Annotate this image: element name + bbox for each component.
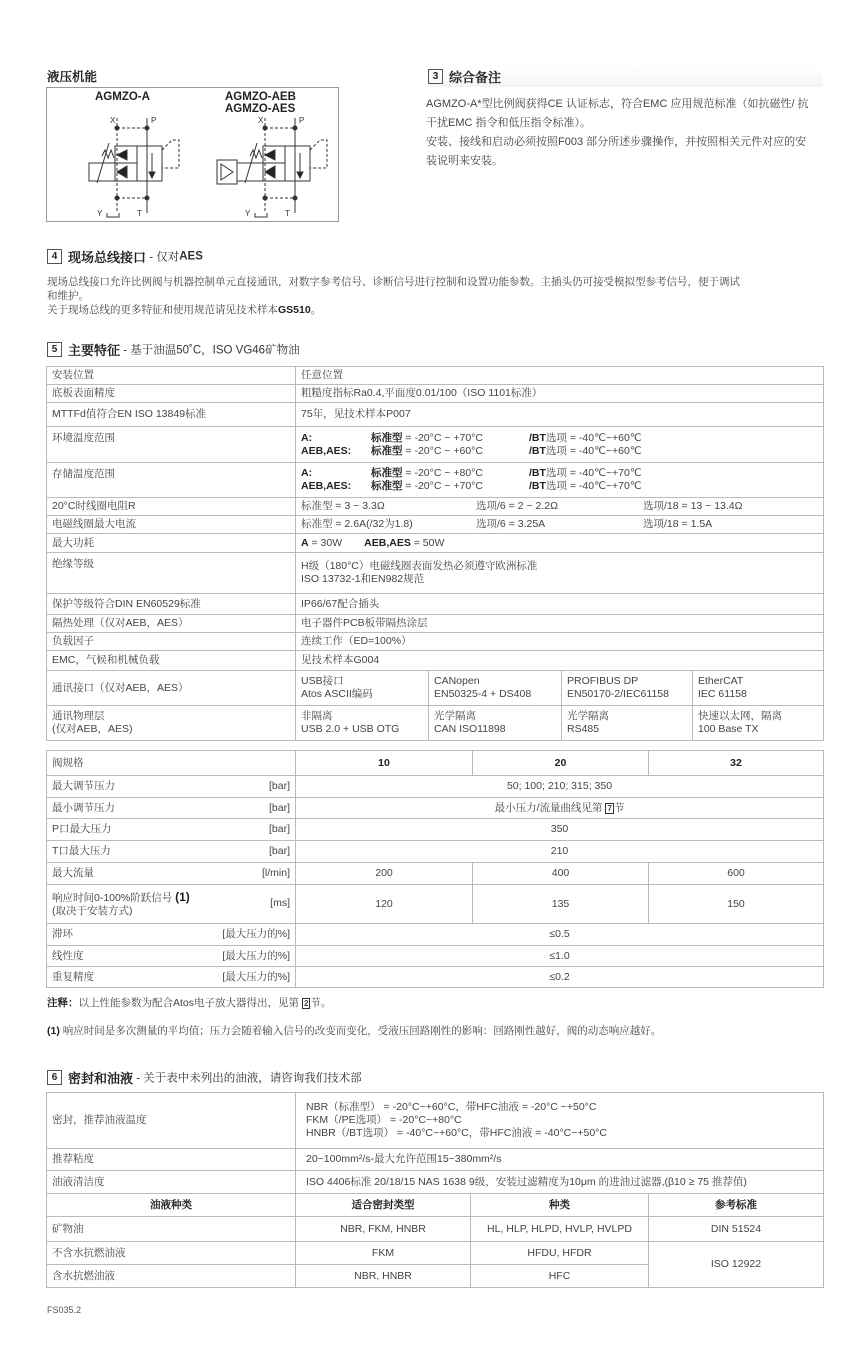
label: 线性度 bbox=[52, 949, 84, 962]
bt-value: 选项 = -40℃~+70℃ bbox=[545, 467, 642, 479]
section-6-header bbox=[47, 1068, 362, 1087]
comm-cell bbox=[429, 671, 562, 706]
response-32: 150 bbox=[649, 885, 824, 924]
svg-text:T: T bbox=[285, 209, 290, 218]
value-opt6: 选项/6 = 2 ~ 2.2Ω bbox=[476, 500, 558, 512]
unit: [最大压力的%] bbox=[222, 949, 290, 962]
model-aeb: AGMZO-AEB bbox=[225, 91, 296, 103]
svg-text:X: X bbox=[258, 116, 264, 125]
svg-text:Y: Y bbox=[245, 209, 251, 218]
text-line: 非隔离 bbox=[301, 710, 333, 722]
std-value: = -20°C ~ +70°C bbox=[402, 431, 483, 444]
row-label bbox=[47, 841, 296, 863]
model-aes: AGMZO-AES bbox=[225, 103, 296, 115]
row-value: ≤0.2 bbox=[296, 967, 824, 988]
text-line: EN50325-4 + DS408 bbox=[434, 688, 532, 700]
footnote-number: (1) bbox=[47, 1025, 60, 1037]
model: AEB,AES: bbox=[301, 480, 352, 492]
section-3-header bbox=[428, 67, 823, 87]
section-title: 密封和油液 bbox=[68, 1071, 134, 1086]
section-3-text bbox=[426, 95, 826, 171]
std-value: = -20°C ~ +70°C bbox=[402, 480, 483, 492]
row-value: ISO 4406标准 20/18/15 NAS 1638 9级，安装过滤精度为10μm 的进油过滤器,(β10 ≥ 75 推荐值) bbox=[296, 1171, 824, 1194]
section-title: 主要特征 bbox=[68, 343, 121, 358]
std-label: 标准型 bbox=[371, 444, 403, 457]
text-line: 100 Base TX bbox=[698, 723, 759, 735]
std-label: 标准型 bbox=[371, 480, 403, 492]
bt-label: /BT bbox=[529, 480, 546, 492]
note-suffix: 节。 bbox=[310, 997, 332, 1009]
value-std: 标准型 = 2.6A(/32为1.8) bbox=[301, 518, 413, 530]
table-row bbox=[47, 534, 824, 553]
text-line: EN50170-2/IEC61158 bbox=[567, 688, 669, 700]
text-line: 和维护。 bbox=[47, 290, 89, 302]
label: 响应时间0-100%阶跃信号 bbox=[52, 891, 173, 904]
phys-cell bbox=[562, 706, 693, 741]
section-title: 综合备注 bbox=[449, 70, 502, 85]
comm-cell bbox=[693, 671, 824, 706]
unit: [bar] bbox=[268, 845, 290, 857]
section-number: 3 bbox=[428, 69, 443, 84]
text-line: 干扰EMC 指令和低压指令标准）。 bbox=[426, 117, 591, 129]
label-2: (取决于安装方式) bbox=[52, 904, 133, 917]
row-label: 保护等级符合DIN EN60529标准 bbox=[47, 594, 296, 615]
footnote-text: 响应时间是多次测量的平均值；压力会随着输入信号的改变而变化，受液压回路刚性的影响：回路刚性越好，阀的动态响应越好。 bbox=[59, 1025, 662, 1037]
value-opt18: 选项/18 = 13 ~ 13.4Ω bbox=[643, 500, 743, 512]
row-label: 20°C时线圈电阻R bbox=[47, 498, 296, 516]
text-line: NBR（标准型） = -20°C~+60°C，带HFC油液 = -20°C ~+50°C bbox=[306, 1101, 597, 1113]
section-subtitle: - 关于表中未列出的油液，请咨询我们技术部 bbox=[133, 1072, 362, 1085]
row-label bbox=[47, 706, 296, 741]
table-header-row bbox=[47, 751, 824, 776]
storage-temp-values bbox=[296, 463, 824, 498]
text-line: 光学隔离 bbox=[434, 710, 476, 722]
text-line: RS485 bbox=[567, 723, 600, 735]
text-line: 装说明来安装。 bbox=[426, 155, 503, 167]
table-row bbox=[47, 841, 824, 863]
size-20: 20 bbox=[473, 751, 649, 776]
table-row bbox=[47, 516, 824, 534]
flow-32: 600 bbox=[649, 863, 824, 885]
bt-label: /BT bbox=[529, 431, 546, 444]
section-subtitle: - 基于油温50˚C，ISO VG46矿物油 bbox=[120, 344, 300, 357]
flow-20: 400 bbox=[473, 863, 649, 885]
row-value: IP66/67配合插头 bbox=[296, 594, 824, 615]
fluid-standard: DIN 51524 bbox=[649, 1217, 824, 1242]
footnote-marker: (1) bbox=[175, 889, 190, 904]
resist-values bbox=[296, 498, 824, 516]
power-values bbox=[296, 534, 824, 553]
seals-fluids-table bbox=[46, 1092, 824, 1288]
unit: [ms] bbox=[270, 896, 290, 909]
text-line: AGMZO-A*型比例阀获得CE 认证标志，符合EMC 应用规范标准（如抗磁性/ 抗 bbox=[426, 98, 809, 110]
bt-value: 选项 = -40℃~+70℃ bbox=[545, 480, 642, 492]
general-specs-table bbox=[46, 366, 824, 741]
performance-table bbox=[46, 750, 824, 988]
response-10: 120 bbox=[296, 885, 473, 924]
section-number: 4 bbox=[47, 249, 62, 264]
label: 重复精度 bbox=[52, 970, 94, 983]
hydraulic-title: 液压机能 bbox=[47, 70, 98, 84]
table-row bbox=[47, 671, 824, 706]
table-row bbox=[47, 463, 824, 498]
comm-cell bbox=[562, 671, 693, 706]
text-line: IEC 61158 bbox=[698, 688, 747, 700]
row-label: 最大功耗 bbox=[47, 534, 296, 553]
column-header: 参考标准 bbox=[649, 1194, 824, 1217]
section-ref-link[interactable]: 2 bbox=[303, 999, 309, 1008]
table-row bbox=[47, 924, 824, 946]
svg-text:T: T bbox=[137, 209, 142, 218]
section-4-header bbox=[47, 247, 203, 266]
text-line: PROFIBUS DP bbox=[567, 675, 639, 687]
symbol-agmzo-aeb-aes bbox=[217, 118, 327, 217]
svg-text:Y: Y bbox=[97, 209, 103, 218]
row-label: 电磁线圈最大电流 bbox=[47, 516, 296, 534]
row-label bbox=[47, 819, 296, 841]
phys-cell bbox=[693, 706, 824, 741]
fluid-class: HFDU, HFDR bbox=[471, 1242, 649, 1265]
unit: [bar] bbox=[268, 823, 290, 835]
text-line: 安装、接线和启动必须按照F003 部分所述步骤操作，并按照相关元件对应的安 bbox=[426, 136, 807, 148]
unit: [bar] bbox=[268, 780, 290, 792]
text-line: CANopen bbox=[434, 675, 480, 687]
column-header: 油液种类 bbox=[47, 1194, 296, 1217]
table-row bbox=[47, 427, 824, 463]
row-label: 负载因子 bbox=[47, 633, 296, 651]
row-value: 210 bbox=[296, 841, 824, 863]
label: 最大流量 bbox=[52, 867, 94, 879]
text-line: Atos ASCII编码 bbox=[301, 688, 373, 700]
row-value: 电子器件PCB板带隔热涂层 bbox=[296, 615, 824, 633]
fluid-standard: ISO 12922 bbox=[649, 1242, 824, 1288]
table-row bbox=[47, 1242, 824, 1265]
table-row bbox=[47, 498, 824, 516]
fluid-class: HFC bbox=[471, 1265, 649, 1288]
note-label: 注释： bbox=[47, 997, 79, 1009]
table-row bbox=[47, 776, 824, 798]
row-label: EMC，气候和机械负载 bbox=[47, 651, 296, 671]
text-line: 通讯物理层 bbox=[52, 710, 105, 722]
row-value: 任意位置 bbox=[296, 367, 824, 385]
row-label: 油液清洁度 bbox=[47, 1171, 296, 1194]
note-text: 以上性能参数为配合Atos电子放大器得出，见第 bbox=[78, 997, 302, 1009]
table-row bbox=[47, 1217, 824, 1242]
row-label: 推荐粘度 bbox=[47, 1149, 296, 1171]
row-label: 隔热处理（仅对AEB，AES） bbox=[47, 615, 296, 633]
label: 最大调节压力 bbox=[52, 780, 115, 792]
model: A: bbox=[301, 467, 313, 479]
fluid-class: HL, HLP, HLPD, HVLP, HVLPD bbox=[471, 1217, 649, 1242]
comm-cell bbox=[296, 671, 429, 706]
row-value: 20~100mm²/s-最大允许范围15~380mm²/s bbox=[296, 1149, 824, 1171]
table-row bbox=[47, 385, 824, 403]
power-a-label: A bbox=[301, 536, 309, 549]
flow-10: 200 bbox=[296, 863, 473, 885]
value-text: 最小压力/流量曲线见第 bbox=[494, 801, 606, 814]
row-label bbox=[47, 946, 296, 967]
text-line: CAN ISO11898 bbox=[434, 723, 506, 735]
current-values bbox=[296, 516, 824, 534]
unit: [bar] bbox=[268, 801, 290, 814]
text-line: FKM（/PE选项） = -20°C~+80°C bbox=[306, 1114, 462, 1126]
row-value: 50; 100; 210; 315; 350 bbox=[296, 776, 824, 798]
section-subtitle-bold: AES bbox=[179, 250, 203, 263]
text-line bbox=[47, 303, 827, 317]
bt-label: /BT bbox=[529, 444, 546, 457]
text-line: (仅对AEB，AES) bbox=[52, 723, 133, 735]
table-row bbox=[47, 863, 824, 885]
table-row bbox=[47, 615, 824, 633]
section-5-header bbox=[47, 340, 300, 359]
row-label: 环境温度范围 bbox=[47, 427, 296, 463]
table-row bbox=[47, 633, 824, 651]
section-number: 6 bbox=[47, 1070, 62, 1085]
section-ref-link[interactable]: 7 bbox=[607, 803, 612, 813]
table-row bbox=[47, 967, 824, 988]
label: P口最大压力 bbox=[52, 823, 112, 835]
label: 滞环 bbox=[52, 928, 73, 940]
row-label: 安装位置 bbox=[47, 367, 296, 385]
fluid-seals: NBR, FKM, HNBR bbox=[296, 1217, 471, 1242]
phys-cell bbox=[296, 706, 429, 741]
ref-text: 关于现场总线的更多特征和使用规范请见技术样本 bbox=[47, 304, 278, 316]
text-line: EtherCAT bbox=[698, 675, 744, 687]
unit: [l/min] bbox=[261, 867, 290, 879]
size-label: 阀规格 bbox=[47, 751, 296, 776]
power-aeb-value: = 50W bbox=[410, 536, 445, 549]
row-label: 密封，推荐油液温度 bbox=[47, 1093, 296, 1149]
performance-note bbox=[47, 996, 331, 1010]
symbol-agmzo-a bbox=[89, 118, 179, 217]
section-number: 5 bbox=[47, 342, 62, 357]
std-label: 标准型 bbox=[371, 467, 403, 479]
value-opt6: 选项/6 = 3.25A bbox=[476, 518, 546, 530]
section-title: 现场总线接口 bbox=[68, 250, 147, 265]
text-line: 光学隔离 bbox=[567, 710, 609, 722]
text-line: USB接口 bbox=[301, 675, 344, 687]
table-header-row bbox=[47, 1194, 824, 1217]
row-label bbox=[47, 924, 296, 946]
svg-text:X: X bbox=[110, 116, 116, 125]
phys-cell bbox=[429, 706, 562, 741]
hydraulic-symbol-box bbox=[46, 87, 339, 222]
std-value: = -20°C ~ +60°C bbox=[402, 444, 483, 457]
model: AEB,AES: bbox=[301, 444, 352, 457]
row-label: 存储温度范围 bbox=[47, 463, 296, 498]
value-suffix: 节 bbox=[613, 801, 625, 814]
row-label: 绝缘等级 bbox=[47, 553, 296, 594]
footer-code: FS035.2 bbox=[47, 1305, 82, 1315]
insulation-values bbox=[296, 553, 824, 594]
row-value: 粗糙度指标Ra0.4,平面度0.01/100（ISO 1101标准） bbox=[296, 385, 824, 403]
row-label bbox=[47, 798, 296, 819]
size-32: 32 bbox=[649, 751, 824, 776]
text-line: H级（180°C）电磁线圈表面发热必须遵守欧洲标准 bbox=[301, 560, 538, 572]
column-header: 种类 bbox=[471, 1194, 649, 1217]
bt-label: /BT bbox=[529, 467, 546, 479]
value-opt18: 选项/18 = 1.5A bbox=[643, 518, 713, 530]
value-std: 标准型 = 3 ~ 3.3Ω bbox=[301, 500, 385, 512]
label: T口最大压力 bbox=[52, 845, 111, 857]
model: A: bbox=[301, 431, 313, 444]
row-value: 连续工作（ED=100%） bbox=[296, 633, 824, 651]
seal-values bbox=[296, 1093, 824, 1149]
unit: [最大压力的%] bbox=[222, 928, 290, 940]
table-row bbox=[47, 651, 824, 671]
power-aeb-label: AEB,AES bbox=[364, 536, 411, 549]
bt-value: 选项 = -40℃~+60℃ bbox=[545, 431, 642, 444]
row-label bbox=[47, 967, 296, 988]
fluid-name: 矿物油 bbox=[47, 1217, 296, 1242]
row-label bbox=[47, 885, 296, 924]
svg-text:P: P bbox=[299, 116, 305, 125]
fluid-name: 含水抗燃油液 bbox=[47, 1265, 296, 1288]
ref-code: GS510 bbox=[278, 304, 311, 316]
fluid-seals: NBR, HNBR bbox=[296, 1265, 471, 1288]
footnote bbox=[47, 1024, 661, 1038]
std-value: = -20°C ~ +80°C bbox=[402, 467, 483, 479]
row-label: 底板表面精度 bbox=[47, 385, 296, 403]
ambient-temp-values bbox=[296, 427, 824, 463]
table-row bbox=[47, 403, 824, 427]
model-a-label: AGMZO-A bbox=[95, 91, 150, 103]
power-a-value: = 30W bbox=[308, 536, 343, 549]
table-row bbox=[47, 798, 824, 819]
row-value bbox=[296, 798, 824, 819]
text-line: HNBR（/BT选项） = -40°C~+60°C，带HFC油液 = -40°C~+50°C bbox=[306, 1127, 607, 1139]
unit: [最大压力的%] bbox=[222, 970, 290, 983]
section-subtitle: - 仅对 bbox=[146, 251, 180, 264]
row-value: 350 bbox=[296, 819, 824, 841]
table-row bbox=[47, 367, 824, 385]
ref-suffix: 。 bbox=[310, 304, 322, 316]
table-row bbox=[47, 706, 824, 741]
row-value: 见技术样本G004 bbox=[296, 651, 824, 671]
row-label: 通讯接口（仅对AEB，AES） bbox=[47, 671, 296, 706]
text-line: ISO 13732-1和EN982规范 bbox=[301, 573, 425, 585]
label: 最小调节压力 bbox=[52, 801, 115, 814]
row-label: MTTFd值符合EN ISO 13849标准 bbox=[47, 403, 296, 427]
table-row bbox=[47, 946, 824, 967]
row-value: ≤0.5 bbox=[296, 924, 824, 946]
response-20: 135 bbox=[473, 885, 649, 924]
bt-value: 选项 = -40℃~+60℃ bbox=[545, 444, 642, 457]
table-row bbox=[47, 819, 824, 841]
column-header: 适合密封类型 bbox=[296, 1194, 471, 1217]
row-label bbox=[47, 776, 296, 798]
section-4-text bbox=[47, 275, 827, 317]
fluid-name: 不含水抗燃油液 bbox=[47, 1242, 296, 1265]
table-row bbox=[47, 594, 824, 615]
table-row bbox=[47, 1093, 824, 1149]
row-label bbox=[47, 863, 296, 885]
text-line: 现场总线接口允许比例阀与机器控制单元直接通讯，对数字参考信号、诊断信号进行控制和设置功能参数。主插头仍可接受模拟型参考信号，便于调试 bbox=[47, 276, 740, 288]
table-row bbox=[47, 1149, 824, 1171]
std-label: 标准型 bbox=[371, 431, 403, 444]
table-row bbox=[47, 1171, 824, 1194]
table-row bbox=[47, 553, 824, 594]
hydraulic-symbol-diagrams bbox=[47, 88, 340, 223]
fluid-seals: FKM bbox=[296, 1242, 471, 1265]
row-value: ≤1.0 bbox=[296, 946, 824, 967]
size-10: 10 bbox=[296, 751, 473, 776]
table-row bbox=[47, 885, 824, 924]
text-line: 快速以太网，隔离 bbox=[698, 710, 782, 722]
svg-text:P: P bbox=[151, 116, 157, 125]
row-value: 75年，见技术样本P007 bbox=[296, 403, 824, 427]
text-line: USB 2.0 + USB OTG bbox=[301, 723, 400, 735]
